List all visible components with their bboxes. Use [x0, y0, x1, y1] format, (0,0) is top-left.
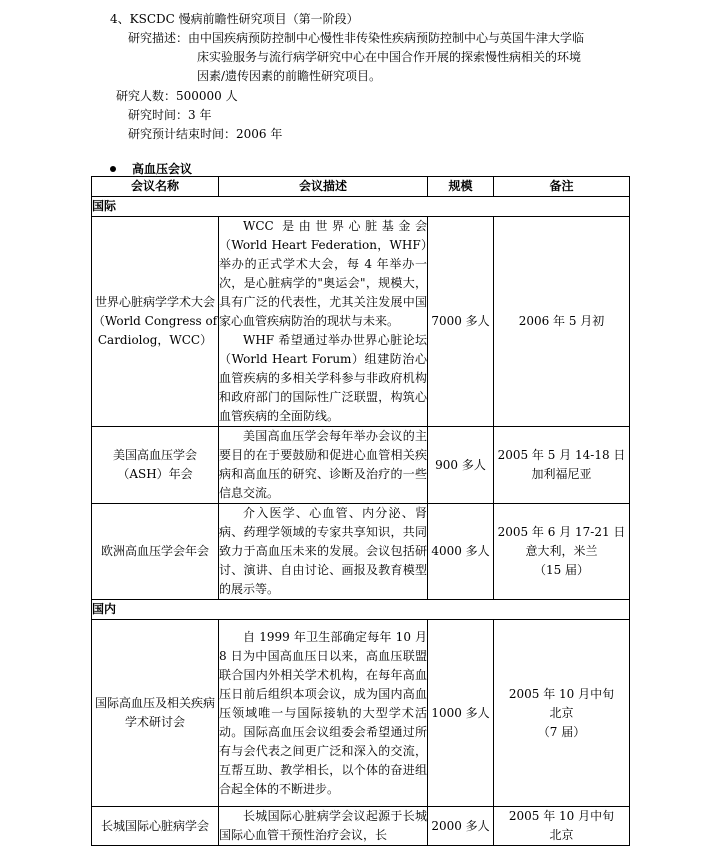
project-duration: 研究时间：3 年: [128, 108, 212, 122]
conf-note-line: （7 届）: [537, 724, 586, 739]
desc-text-1: 由中国疾病预防控制中心慢性非传染性疾病预防控制中心与英国牛津大学临: [188, 31, 585, 45]
conf-desc-para: 长城国际心脏病学会议起源于长城国际心血管干预性治疗会议，长: [219, 809, 427, 842]
table-row: [92, 620, 630, 807]
project-end-time: 研究预计结束时间：2006 年: [128, 127, 283, 141]
conf-note-line: 2005 年 10 月中旬: [508, 809, 615, 823]
section-label-domestic: 国内: [92, 600, 630, 620]
conference-table: [91, 176, 630, 846]
project-desc-line1: [128, 29, 584, 47]
conf-desc-para: 美国高血压学会每年举办会议的主要目的在于要鼓励和促进心血管相关疾病和高血压的研究、诊断及治疗的一些信息交流。: [219, 429, 427, 500]
header-scale: 规模: [428, 177, 494, 197]
conf-desc: [219, 807, 428, 846]
conf-note: 2005 年 5 月 14-18 日 加利福尼亚: [494, 427, 630, 504]
conf-note-line: 意大利，米兰: [525, 544, 598, 558]
project-desc-line3: 因素/遗传因素的前瞻性研究项目。: [197, 69, 382, 83]
conf-name: 美国高血压学会（ASH）年会: [92, 427, 219, 504]
conf-note-line: 北京: [549, 705, 574, 720]
section-row-domestic: [92, 600, 630, 620]
table-row: [92, 217, 630, 427]
conf-name: 长城国际心脏病学会: [92, 807, 219, 846]
desc-label: 研究描述：: [128, 31, 189, 45]
conf-desc-para: 介入医学、心血管、内分泌、肾病、药理学领域的专家共享知识，共同致力于高血压未来的发展。会议包括研讨、演讲、自由讨论、画报及教育模型的展示等。: [219, 506, 427, 596]
section-title: 高血压会议: [132, 162, 193, 176]
conf-note: 2006 年 5 月初: [494, 217, 630, 427]
conf-scale: 7000 多人: [428, 217, 494, 427]
conf-desc: [219, 620, 428, 807]
conf-note-line: 2005 年 10 月中旬: [508, 686, 615, 701]
section-heading: [110, 161, 192, 177]
table-row: [92, 427, 630, 504]
conf-desc-para: WHF 希望通过举办世界心脏论坛（World Heart Forum）组建防治心血管疾病的多相关学科参与非政府机构和政府部门的国际性广泛联盟，构筑心血管疾病的全面防线。: [219, 333, 427, 423]
section-label-international: 国际: [92, 197, 630, 217]
conf-note-line: （15 届）: [533, 563, 590, 577]
project-desc-line2: 床实验服务与流行病学研究中心在中国合作开展的探索慢性病相关的环境: [197, 50, 582, 64]
conf-desc-para: WCC 是由世界心脏基金会（World Heart Federation，WHF）举办的正式学术大会，每 4 年举办一次，是心脏病学的"奥运会"，规模大，具有广泛的代表性，尤其关注发展中国家心血管疾病防治的现状与未来。: [219, 219, 427, 328]
conf-note-line: 北京: [549, 828, 574, 842]
header-note: 备注: [494, 177, 630, 197]
table-header-row: [92, 177, 630, 197]
project-item-title: 4、KSCDC 慢病前瞻性研究项目（第一阶段）: [110, 12, 359, 26]
conf-note: [494, 620, 630, 807]
conf-note: [494, 504, 630, 600]
project-people: 研究人数：500000 人: [116, 89, 238, 103]
header-name: 会议名称: [92, 177, 219, 197]
conf-desc-para: 自 1999 年卫生部确定每年 10 月 8 日为中国高血压日以来，高血压联盟联合国内外相关学术机构，在每年高血压日前后组织本项会议，成为国内高血压领域唯一与国际接轨的大型学术活动。国际高血压会议组委会希望通过所有与会代表之间更广泛和深入的交流，互帮互助、教学相长，以个体的奋进组合起全体的不断进步。: [219, 629, 427, 796]
section-row-international: [92, 197, 630, 217]
conf-scale: 2000 多人: [428, 807, 494, 846]
conf-name: 欧洲高血压学会年会: [92, 504, 219, 600]
conf-desc: [219, 217, 428, 427]
conf-note: [494, 807, 630, 846]
conf-name: 世界心脏病学学术大会（World Congress of Cardiolog，WCC）: [92, 217, 219, 427]
conf-note-line: 2005 年 6 月 17-21 日: [497, 525, 626, 539]
header-desc: 会议描述: [219, 177, 428, 197]
bullet-icon: [110, 166, 116, 172]
conf-name: 国际高血压及相关疾病学术研讨会: [92, 620, 219, 807]
conf-desc: [219, 427, 428, 504]
conf-scale: 1000 多人: [428, 620, 494, 807]
conf-scale: 900 多人: [428, 427, 494, 504]
table-row: [92, 504, 630, 600]
conf-desc: [219, 504, 428, 600]
table-row: [92, 807, 630, 846]
conf-scale: 4000 多人: [428, 504, 494, 600]
